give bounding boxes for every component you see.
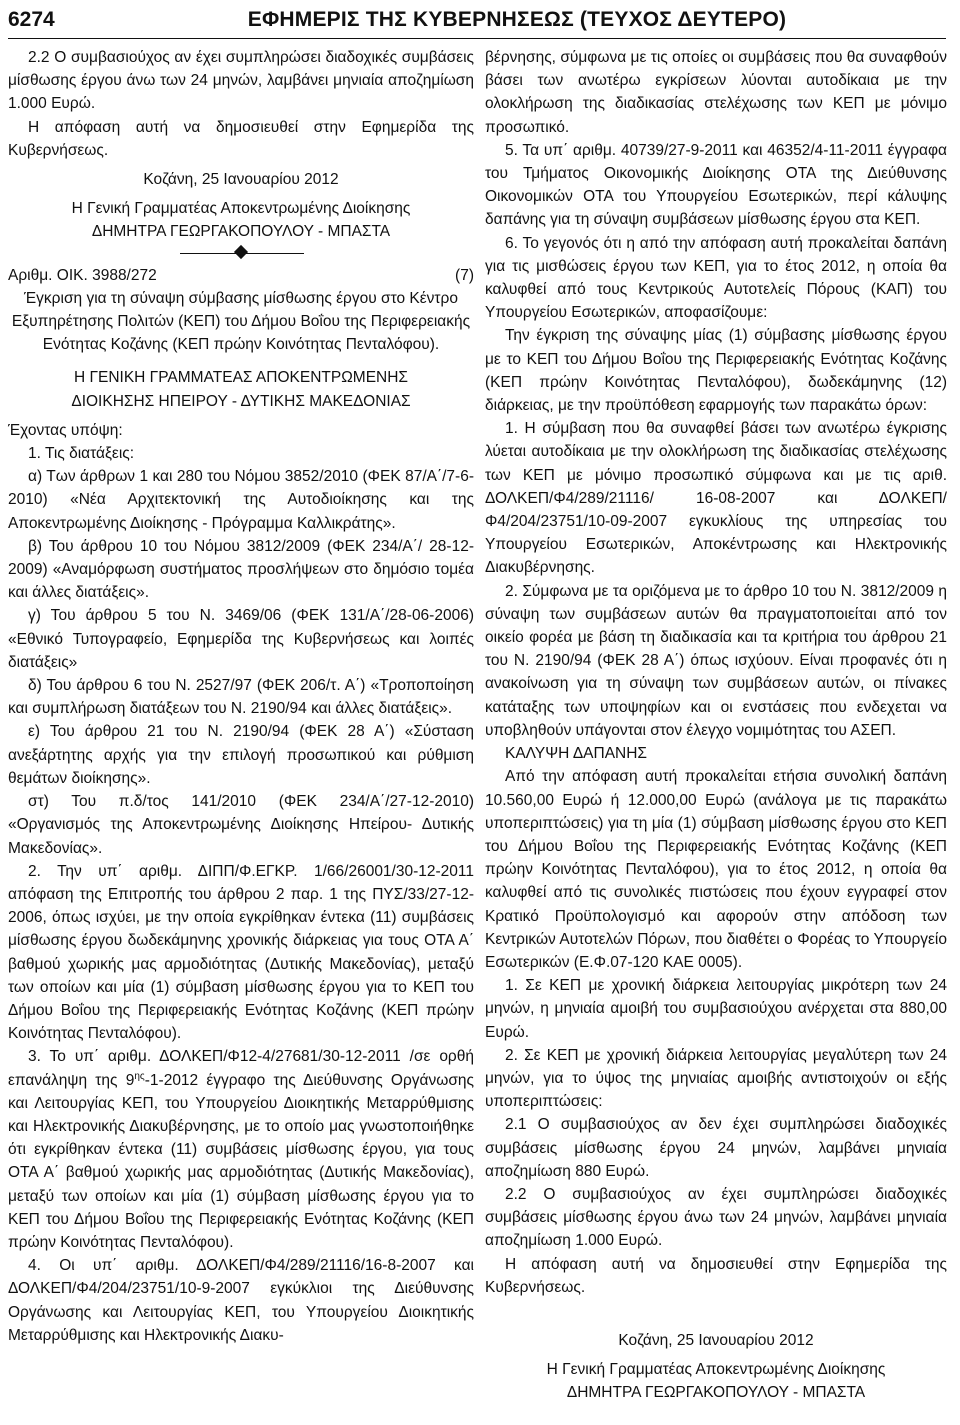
authority-line-1: Η ΓΕΝΙΚΗ ΓΡΑΜΜΑΤΕΑΣ ΑΠΟΚΕΝΤΡΩΜΕΝΗΣ <box>73 369 409 387</box>
item-1-c: γ) Του άρθρου 5 του Ν. 3469/06 (ΦΕΚ 131/Α΄/28-06-2006) «Εθνικό Τυπογραφείο, Εφημερίδα της Κυβερνήσεως και λοιπές διατάξεις» <box>8 607 474 671</box>
item-3-start: 3. Το υπ΄ αριθμ. ΔΟΛΚΕΠ/Φ12-4/27681/30-12-2011 /σε ορθή επανάληψη της 9 <box>8 1048 474 1089</box>
item-1: 1. Τις διατάξεις: <box>28 445 135 463</box>
decision-subject: Έγκριση για τη σύναψη σύμβασης μίσθωσης έργου στο Κέντρο Εξυπηρέτησης Πολιτών (ΚΕΠ) του Δήμου Βοΐου της Περιφερειακής Ενότητας Κοζάνης (ΚΕΠ πρώην Κοινότητας Πενταλόφου). <box>11 289 471 354</box>
section-separator <box>8 246 474 262</box>
right-column <box>485 46 947 1405</box>
cost-case-1: 1. Σε ΚΕΠ με χρονική διάρκεια λειτουργίας μικρότερη των 24 μηνών, η μηνιαία αμοιβή του συμβασιούχου ανέρχεται στα 880,00 Ευρώ. <box>485 977 947 1041</box>
term-1: 1. Η σύμβαση που θα συναφθεί βάσει των ανωτέρω έγκρισης λύεται αυτοδίκαια με την ολοκλήρωση της διαδικασίας στελέχωσης των ΚΕΠ με μόνιμο προσωπικό σύμφωνα και με τις αριθ. ΔΟΛΚΕΠ/Φ4/289/21116/ 16-08-2007 και ΔΟΛΚΕΠ/Φ4/204/23751/10-09-2007 εγκυκλίους της υπηρεσίας του Υπουργείου Εσωτερικών, Αποκέντρωσης και Ηλεκτρονικής Διακυβέρνησης. <box>485 420 947 577</box>
cost-case-2: 2. Σε ΚΕΠ με χρονική διάρκεια λειτουργίας μεγαλύτερη των 24 μηνών, για το ύψος της μηνιαίας αμοιβής αντιστοιχούν οι εξής υποπεριπτώσεις: <box>485 1046 947 1111</box>
signer-name-right: ΔΗΜΗΤΡΑ ΓΕΩΡΓΑΚΟΠΟΥΛΟΥ - ΜΠΑΣΤΑ <box>566 1384 866 1402</box>
item-2: 2. Την υπ΄ αριθμ. ΔΙΠΠ/Φ.ΕΓΚΡ. 1/66/26001/30-12-2011 απόφαση της Επιτροπής του άρθρου 2 παρ. 1 της ΠΥΣ/33/27-12-2006, όπως ισχύει, με την οποία εγκρίθηκαν έντεκα (11) συμβάσεις μίσθωσης έργου δωδεκάμηνης χρονικής διάρκειας για τους ΟΤΑ Α΄ βαθμού χωρικής μας αρμοδιότητας (Δυτικής Μακεδονίας), μεταξύ των οποίων και μία (1) σύμβαση μίσθωσης έργου για το ΚΕΠ του Δήμου Βοΐου της Περιφερειακής Ενότητας Κοζάνης (ΚΕΠ πρώην Κοινότητας Πενταλόφου). <box>8 862 474 1043</box>
item-3 <box>8 1045 474 1254</box>
item-3-rest: -1-2012 έγγραφο της Διεύθυνσης Οργάνωσης και Λειτουργίας ΚΕΠ, του Υπουργείου Διοικητικής Μεταρρύθμισης και Ηλεκτρονικής Διακυβέρνησης, με το οποίο μας γνωστοποιήθηκε ότι εγκρίθηκαν έντεκα (11) συμβάσεις μίσθωσης έργου, για τους ΟΤΑ Α΄ βαθμού χωρικής μας αρμοδιότητας (Δυτικής Μακεδονίας), μεταξύ των οποίων και μία (1) σύμβαση μίσθωσης έργου για το ΚΕΠ του Δήμου Βοΐου της Περιφερειακής Ενότητας Κοζάνης (ΚΕΠ πρώην Κοινότητας Πενταλόφου). <box>8 1071 475 1251</box>
signer-title: Η Γενική Γραμματέας Αποκεντρωμένης Διοίκησης <box>71 200 411 218</box>
having-regard: Έχοντας υπόψη: <box>8 421 123 439</box>
reference-sequence: (7) <box>455 266 474 284</box>
publish-order: Η απόφαση αυτή να δημοσιευθεί στην Εφημερίδα της Κυβερνήσεως. <box>8 118 474 159</box>
signer-title-right: Η Γενική Γραμματέας Αποκεντρωμένης Διοίκησης <box>546 1361 886 1379</box>
signing-date: Κοζάνη, 25 Ιανουαρίου 2012 <box>143 171 339 189</box>
clause-2-2: 2.2 Ο συμβασιούχος αν έχει συμπληρώσει διαδοχικές συμβάσεις μίσθωσης έργου άνω των 24 μηνών, λαμβάνει μηνιαία αποζημίωση 1.000 Ευρώ. <box>8 49 474 113</box>
cost-heading: ΚΑΛΥΨΗ ΔΑΠΑΝΗΣ <box>505 745 648 763</box>
term-2: 2. Σύμφωνα με τα οριζόμενα με το άρθρο 10 του Ν. 3812/2009 η σύναψη των συμβάσεων αυτών θα πραγματοποιείται από τον οικείο φορέα με βάση τη διαδικασία και τα κριτήρια του άρθρου 21 του Ν. 2190/94 (ΦΕΚ 28 Α΄) όπως ισχύουν. Είναι προφανές ότι η ανακοίνωση για τη σύναψη των συμβάσεων αυτών, οι πίνακες κατάταξης των υποψηφίων και οι ενστάσεις που ενδεχεται να υποβληθούν υπάγονται στον έλεγχο νομιμότητας του ΑΣΕΠ. <box>485 582 947 739</box>
cost-case-2-2: 2.2 Ο συμβασιούχος αν έχει συμπληρώσει διαδοχικές συμβάσεις μίσθωσης έργου άνω των 24 μηνών, λαμβάνει μηνιαία αποζημίωση 1.000 Ευρώ. <box>485 1185 947 1250</box>
diamond-icon <box>234 245 248 259</box>
reference-number: Αριθμ. ΟΙΚ. 3988/272 <box>8 266 157 284</box>
item-4-continued: βέρνησης, σύμφωνα με τις οποίες οι συμβάσεις που θα συναφθούν βάσει των ανωτέρω εγκρίσεων λύονται αυτοδίκαια με την ολοκλήρωση της διαδικασίας στελέχωσης των ΚΕΠ με μόνιμο προσωπικό. <box>485 49 947 136</box>
left-column <box>8 46 474 1347</box>
gazette-title: ΕΦΗΜΕΡΙΣ ΤΗΣ ΚΥΒΕΡΝΗΣΕΩΣ (ΤΕΥΧΟΣ ΔΕΥΤΕΡΟ) <box>247 8 787 31</box>
cost-case-2-1: 2.1 Ο συμβασιούχος αν δεν έχει συμπληρώσει διαδοχικές συμβάσεις μίσθωσης έργου 24 μηνών, λαμβάνει μηνιαία αποζημίωση 880 Ευρώ. <box>485 1116 947 1180</box>
signing-date-right: Κοζάνη, 25 Ιανουαρίου 2012 <box>618 1331 814 1349</box>
item-1-b: β) Του άρθρου 10 του Νόμου 3812/2009 (ΦΕΚ 234/Α΄/ 28-12-2009) «Αναμόρφωση συστήματος προσλήψεων στο δημόσιο τομέα και άλλες διατάξεις». <box>8 537 474 602</box>
cost-coverage: Από την απόφαση αυτή προκαλείται ετήσια συνολική δαπάνη 10.560,00 Ευρώ ή 12.000,00 Ευρώ (ανάλογα με τις παρακάτω υποπεριπτώσεις) για τη μία (1) σύμβαση μίσθωσης έργου στο ΚΕΠ του Δήμου Βοΐου της Περιφερειακής Ενότητας Κοζάνης (ΚΕΠ πρώην Κοινότητας Πενταλόφου), για το έτος 2012, η οποία θα καλυφθεί από τις συνολικές πιστώσεις που έχουν εγγραφεί στον Κρατικό Προϋπολογισμό και αφορούν στην απόδοση των Κεντρικών Αυτοτελών Πόρων, που διαθέτει ο Φορέας το Υπουργείο Εσωτερικών (Ε.Φ.07-120 ΚΑΕ 0005). <box>485 768 947 971</box>
approval-statement: Την έγκριση της σύναψης μίας (1) σύμβασης μίσθωσης έργου με το ΚΕΠ του Δήμου Βοΐου της Περιφερειακής Ενότητας Κοζάνης (ΚΕΠ πρώην Κοινότητας Πενταλόφου), δωδεκάμηνης (12) διάρκειας, με την προϋπόθεση εφαρμογής των παρακάτω όρων: <box>485 327 947 415</box>
item-1-e: ε) Του άρθρου 21 του Ν. 2190/94 (ΦΕΚ 28 Α΄) «Σύσταση ανεξάρτητης αρχής για την επιλογή προσωπικού και ρύθμιση θεμάτων διοίκησης». <box>8 723 474 787</box>
item-1-d: δ) Του άρθρου 6 του Ν. 2527/97 (ΦΕΚ 206/τ. Α΄) «Τροποποίηση και συμπλήρωση διατάξεων του Ν. 2190/94 και άλλες διατάξεις». <box>8 677 474 718</box>
page-number: 6274 <box>8 8 55 31</box>
authority-line-2: ΔΙΟΙΚΗΣΗΣ ΗΠΕΙΡΟΥ - ΔΥΤΙΚΗΣ ΜΑΚΕΔΟΝΙΑΣ <box>71 392 411 410</box>
item-5: 5. Τα υπ΄ αριθμ. 40739/27-9-2011 και 46352/4-11-2011 έγγραφα του Τμήματος Οικονομικής Διοίκησης ΟΤΑ της Διεύθυνσης Οικονομικών ΟΤΑ του Υπουργείου Εσωτερικών, περί κάλυψης δαπάνης για τη σύναψη συμβάσεων μίσθωσης έργου στα ΚΕΠ. <box>485 141 947 229</box>
item-1-st: στ) Του π.δ/τος 141/2010 (ΦΕΚ 234/Α΄/27-12-2010) «Οργανισμός της Αποκεντρωμένης Διοίκησης Ηπείρου- Δυτικής Μακεδονίας». <box>8 793 474 857</box>
item-4: 4. Οι υπ΄ αριθμ. ΔΟΛΚΕΠ/Φ4/289/21116/16-8-2007 και ΔΟΛΚΕΠ/Φ4/204/23751/10-9-2007 εγκύκλιοι της Διεύθυνσης Οργάνωσης και Λειτουργίας ΚΕΠ, του Υπουργείου Διοικητικής Μεταρρύθμισης και Ηλεκτρονικής Διακυ- <box>8 1257 474 1344</box>
page-header <box>8 2 946 38</box>
item-6: 6. Το γεγονός ότι η από την απόφαση αυτή προκαλείται δαπάνη για τις μισθώσεις έργου των ΚΕΠ, για το έτος 2012, η οποία θα καλυφθεί από τους Κεντρικούς Αυτοτελείς Πόρους (ΚΑΠ) του Υπουργείου Εσωτερικών, αποφασίζουμε: <box>485 234 947 322</box>
publish-order-right: Η απόφαση αυτή να δημοσιευθεί στην Εφημερίδα της Κυβερνήσεως. <box>485 1255 947 1296</box>
signer-name: ΔΗΜΗΤΡΑ ΓΕΩΡΓΑΚΟΠΟΥΛΟΥ - ΜΠΑΣΤΑ <box>91 223 391 241</box>
item-3-superscript: ης <box>134 1070 145 1082</box>
decision-reference <box>8 264 474 287</box>
item-1-a: α) Των άρθρων 1 και 280 του Νόμου 3852/2010 (ΦΕΚ 87/Α΄/7-6-2010) «Νέα Αρχιτεκτονική της Αυτοδιοίκησης και της Αποκεντρωμένης Διοίκησης - Πρόγραμμα Καλλικράτης». <box>8 468 474 532</box>
header-rule <box>8 38 946 39</box>
